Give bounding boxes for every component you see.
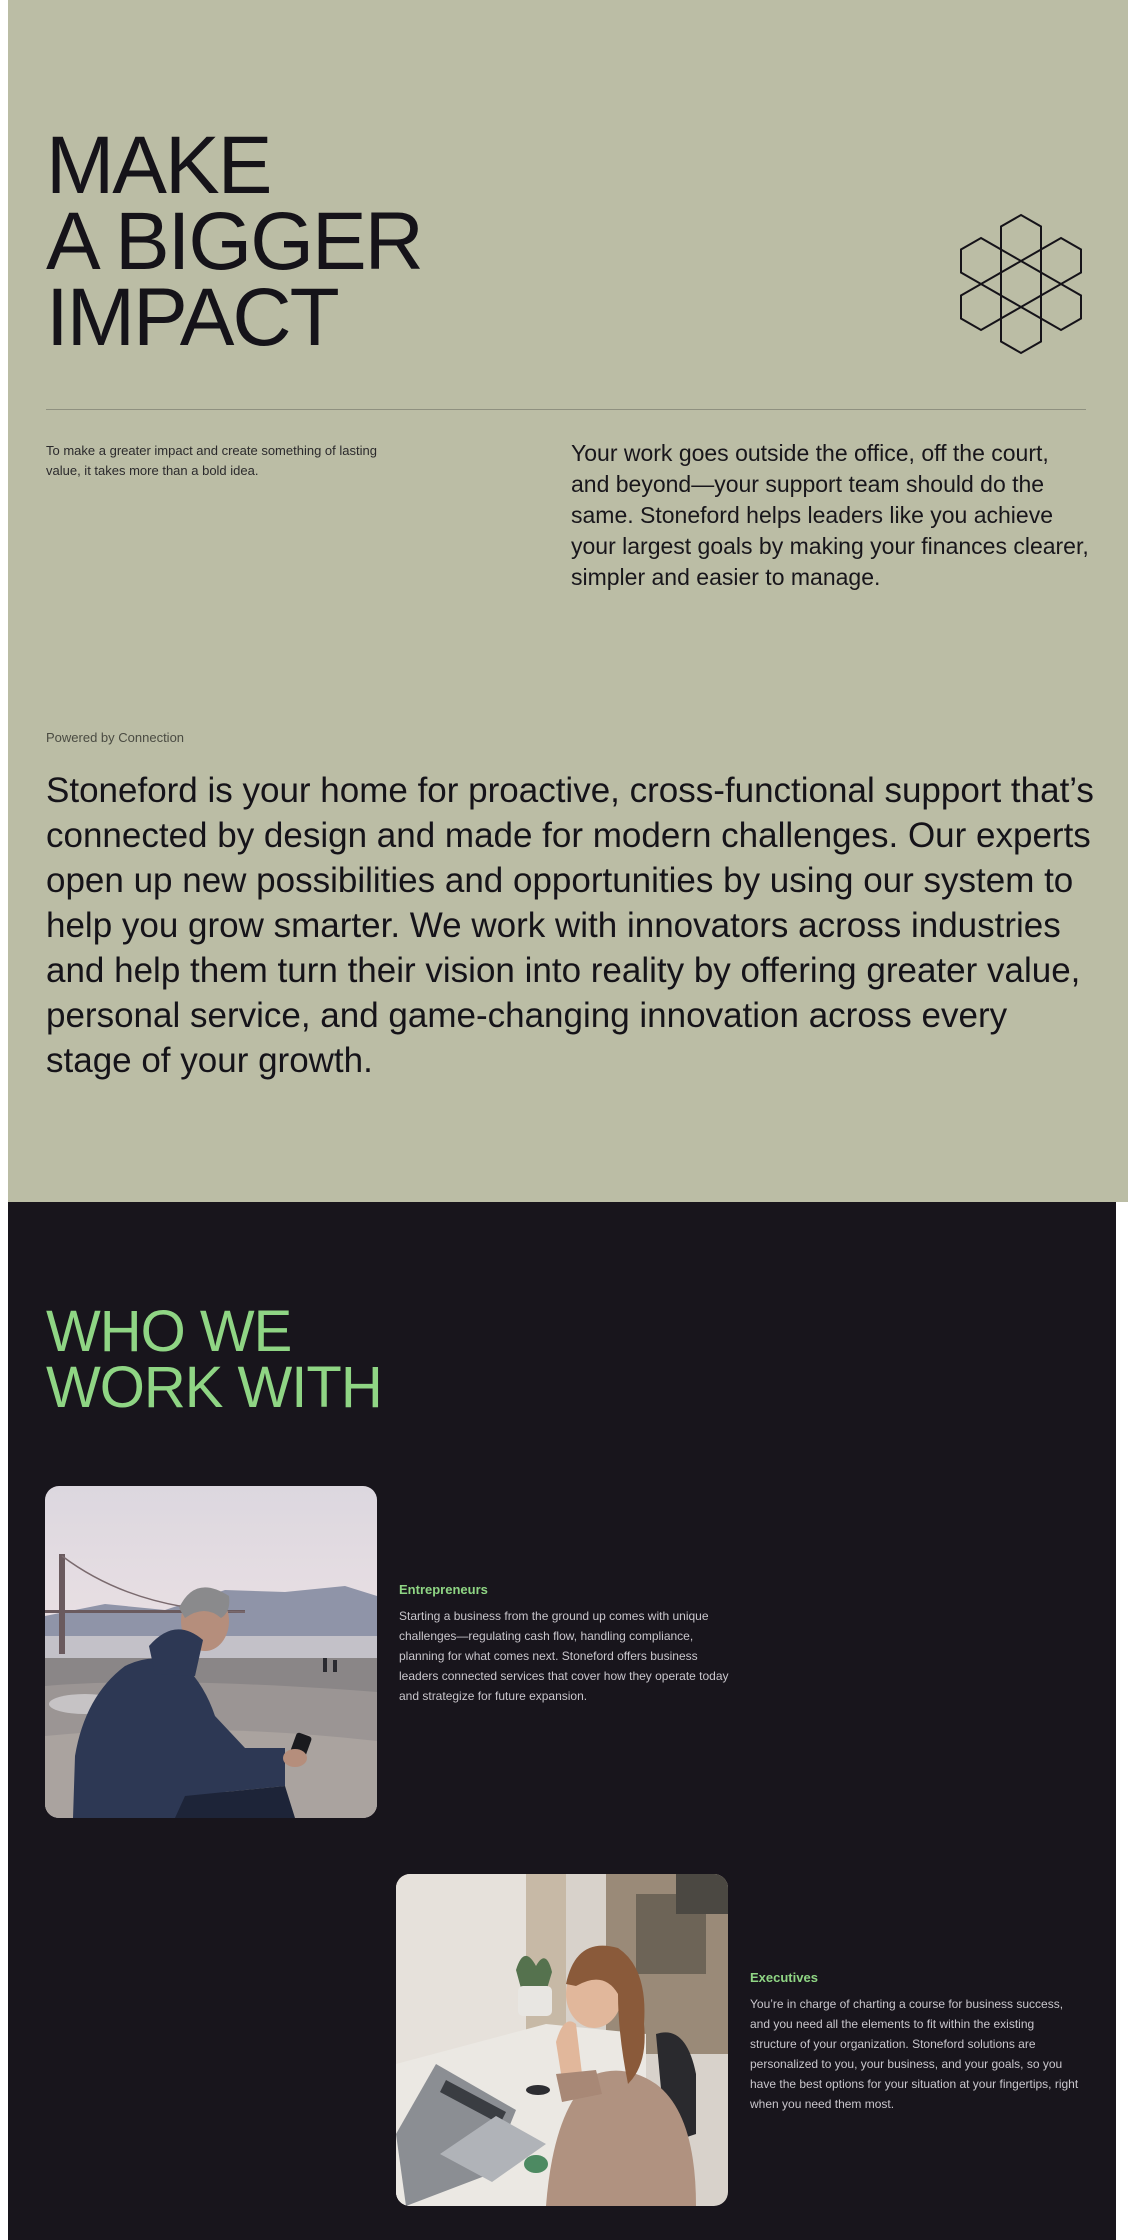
card-body: Starting a business from the ground up comes with unique challenges—regulating cash flow, handling compliance, planning for what comes next. Stoneford offers business leaders connected services that cover how they operate today and strategize for future expansion. [399, 1609, 729, 1703]
executive-photo [396, 1874, 728, 2206]
hero-section [8, 0, 1128, 1202]
who-we-work-with-section [8, 1202, 1116, 2240]
card-title: Executives [750, 1970, 818, 1985]
entrepreneurs-card [399, 1582, 729, 1706]
hero-divider [46, 409, 1086, 410]
card-title: Entrepreneurs [399, 1582, 488, 1597]
about-statement: Stoneford is your home for proactive, cross-functional support that’s connected by design and made for modern challenges. Our experts open up new possibilities and opportunities by using our system to help you grow smarter. We work with innovators across industries and help them turn their vision into reality by offering greater value, personal service, and game-changing innovation across every stage of your growth. [46, 771, 1094, 1080]
section-title-line-2: WORK WITH [46, 1355, 382, 1420]
hexagon-cluster-icon [958, 213, 1084, 355]
hero-headline [46, 120, 422, 363]
hero-intro: Your work goes outside the office, off the court, and beyond—your support team should do the same. Stoneford helps leaders like you achieve your largest goals by making your finances clearer, simpler and easier to manage. [571, 440, 1089, 590]
entrepreneur-photo [45, 1486, 377, 1818]
headline-line-1: MAKE [46, 120, 271, 211]
headline-line-3: IMPACT [46, 272, 338, 363]
section-title [46, 1299, 382, 1420]
executives-card [750, 1970, 1080, 2114]
card-body: You’re in charge of charting a course for business success, and you need all the elements to fit within the existing structure of your organization. Stoneford solutions are personalized to you, your business, and your goals, so you have the best options for your situation at your fingertips, right when you need them most. [750, 1997, 1079, 2111]
headline-line-2: A BIGGER [46, 196, 422, 287]
powered-by-label: Powered by Connection [46, 730, 185, 745]
hero-lead: To make a greater impact and create something of lasting value, it takes more than a bold idea. [46, 443, 377, 478]
section-title-line-1: WHO WE [46, 1299, 292, 1364]
